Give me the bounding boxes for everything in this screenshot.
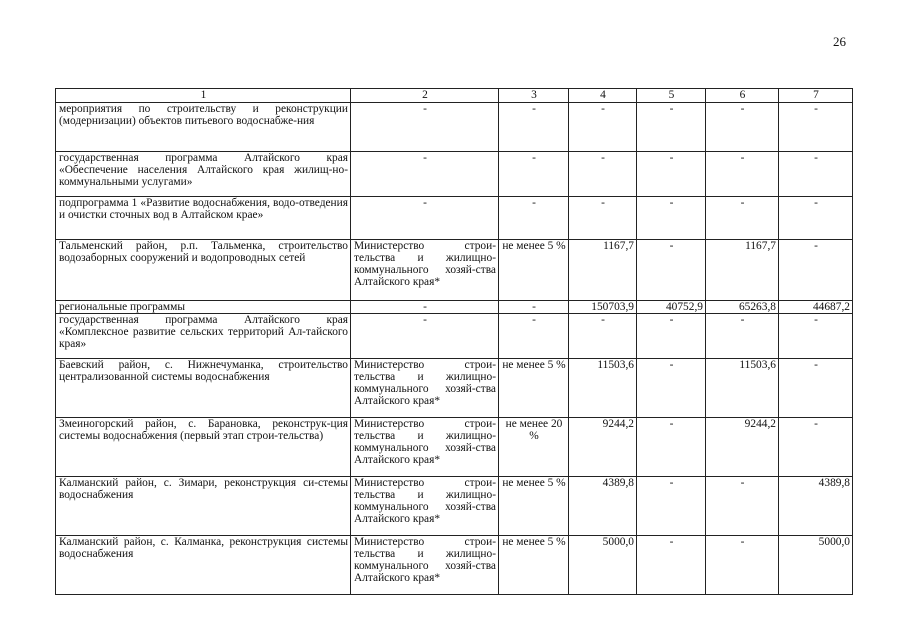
row-name-cell: региональные программы xyxy=(56,301,351,314)
row-col4-cell: - xyxy=(569,314,637,359)
row-col7-cell: - xyxy=(779,314,853,359)
row-name-cell: Баевский район, с. Нижнечуманка, строительство централизованной системы водоснабжения xyxy=(56,359,351,418)
table-row xyxy=(56,301,853,314)
row-col4-cell: 11503,6 xyxy=(569,359,637,418)
row-col5-cell: - xyxy=(637,536,706,595)
row-name-cell: государственная программа Алтайского края «Обеспечение населения Алтайского края жилищ-но-коммунальными услугами» xyxy=(56,152,351,197)
row-name-cell: Калманский район, с. Калманка, реконструкция системы водоснабжения xyxy=(56,536,351,595)
row-col5-cell: - xyxy=(637,103,706,152)
row-col5-cell: - xyxy=(637,152,706,197)
row-executor-cell: - xyxy=(351,103,499,152)
row-col7-cell: - xyxy=(779,359,853,418)
row-col7-cell: 4389,8 xyxy=(779,477,853,536)
row-name-cell: подпрограмма 1 «Развитие водоснабжения, водо-отведения и очистки сточных вод в Алтайском крае» xyxy=(56,197,351,240)
header-cell: 4 xyxy=(569,89,637,103)
row-col6-cell: 9244,2 xyxy=(706,418,779,477)
row-name-cell: Тальменский район, р.п. Тальменка, строительство водозаборных сооружений и водопроводных сетей xyxy=(56,240,351,301)
budget-table xyxy=(55,88,853,595)
table-row xyxy=(56,103,853,152)
row-name-cell: Змеиногорский район, с. Барановка, реконструк-ция системы водоснабжения (первый этап строи-тельства) xyxy=(56,418,351,477)
row-executor-cell: Министерство строи-тельства и жилищно-коммунального хозяй-ства Алтайского края* xyxy=(351,240,499,301)
table-row xyxy=(56,418,853,477)
row-col7-cell: 44687,2 xyxy=(779,301,853,314)
row-col5-cell: - xyxy=(637,314,706,359)
table-row xyxy=(56,197,853,240)
row-col7-cell: - xyxy=(779,240,853,301)
header-cell: 6 xyxy=(706,89,779,103)
header-cell: 5 xyxy=(637,89,706,103)
row-col5-cell: - xyxy=(637,477,706,536)
row-col4-cell: 4389,8 xyxy=(569,477,637,536)
row-col6-cell: - xyxy=(706,314,779,359)
row-col6-cell: - xyxy=(706,536,779,595)
page-number: 26 xyxy=(833,34,846,49)
row-share-cell: не менее 5 % xyxy=(499,240,569,301)
row-col5-cell: - xyxy=(637,359,706,418)
row-share-cell: не менее 5 % xyxy=(499,477,569,536)
row-share-cell: - xyxy=(499,301,569,314)
row-share-cell: не менее 5 % xyxy=(499,359,569,418)
row-col4-cell: 1167,7 xyxy=(569,240,637,301)
table-header-row xyxy=(56,89,853,103)
table-row xyxy=(56,314,853,359)
row-col5-cell: - xyxy=(637,418,706,477)
header-cell: 2 xyxy=(351,89,499,103)
row-col4-cell: - xyxy=(569,103,637,152)
row-share-cell: не менее 5 % xyxy=(499,536,569,595)
row-executor-cell: Министерство строи-тельства и жилищно-коммунального хозяй-ства Алтайского края* xyxy=(351,418,499,477)
row-share-cell: - xyxy=(499,103,569,152)
row-col7-cell: - xyxy=(779,418,853,477)
row-col4-cell: 150703,9 xyxy=(569,301,637,314)
row-col5-cell: - xyxy=(637,197,706,240)
header-cell: 1 xyxy=(56,89,351,103)
row-col6-cell: 1167,7 xyxy=(706,240,779,301)
row-col4-cell: 9244,2 xyxy=(569,418,637,477)
row-col6-cell: - xyxy=(706,152,779,197)
table-row xyxy=(56,359,853,418)
row-col5-cell: 40752,9 xyxy=(637,301,706,314)
row-col7-cell: - xyxy=(779,197,853,240)
row-executor-cell: Министерство строи-тельства и жилищно-коммунального хозяй-ства Алтайского края* xyxy=(351,359,499,418)
table-row xyxy=(56,152,853,197)
header-cell: 3 xyxy=(499,89,569,103)
row-col7-cell: - xyxy=(779,152,853,197)
row-share-cell: не менее 20 % xyxy=(499,418,569,477)
row-col7-cell: 5000,0 xyxy=(779,536,853,595)
row-share-cell: - xyxy=(499,314,569,359)
row-executor-cell: - xyxy=(351,301,499,314)
row-share-cell: - xyxy=(499,152,569,197)
row-name-cell: мероприятия по строительству и реконструкции (модернизации) объектов питьевого водоснабже-ния xyxy=(56,103,351,152)
table-row xyxy=(56,536,853,595)
row-col6-cell: - xyxy=(706,103,779,152)
row-col4-cell: 5000,0 xyxy=(569,536,637,595)
row-executor-cell: - xyxy=(351,152,499,197)
row-col6-cell: - xyxy=(706,477,779,536)
row-name-cell: государственная программа Алтайского края «Комплексное развитие сельских территорий Ал-тайского края» xyxy=(56,314,351,359)
row-executor-cell: Министерство строи-тельства и жилищно-коммунального хозяй-ства Алтайского края* xyxy=(351,536,499,595)
row-col6-cell: - xyxy=(706,197,779,240)
row-col6-cell: 65263,8 xyxy=(706,301,779,314)
row-share-cell: - xyxy=(499,197,569,240)
row-col4-cell: - xyxy=(569,152,637,197)
row-col5-cell: - xyxy=(637,240,706,301)
row-col7-cell: - xyxy=(779,103,853,152)
row-name-cell: Калманский район, с. Зимари, реконструкция си-стемы водоснабжения xyxy=(56,477,351,536)
row-executor-cell: - xyxy=(351,197,499,240)
table-row xyxy=(56,477,853,536)
row-executor-cell: - xyxy=(351,314,499,359)
table-row xyxy=(56,240,853,301)
row-col6-cell: 11503,6 xyxy=(706,359,779,418)
row-executor-cell: Министерство строи-тельства и жилищно-коммунального хозяй-ства Алтайского края* xyxy=(351,477,499,536)
row-col4-cell: - xyxy=(569,197,637,240)
header-cell: 7 xyxy=(779,89,853,103)
